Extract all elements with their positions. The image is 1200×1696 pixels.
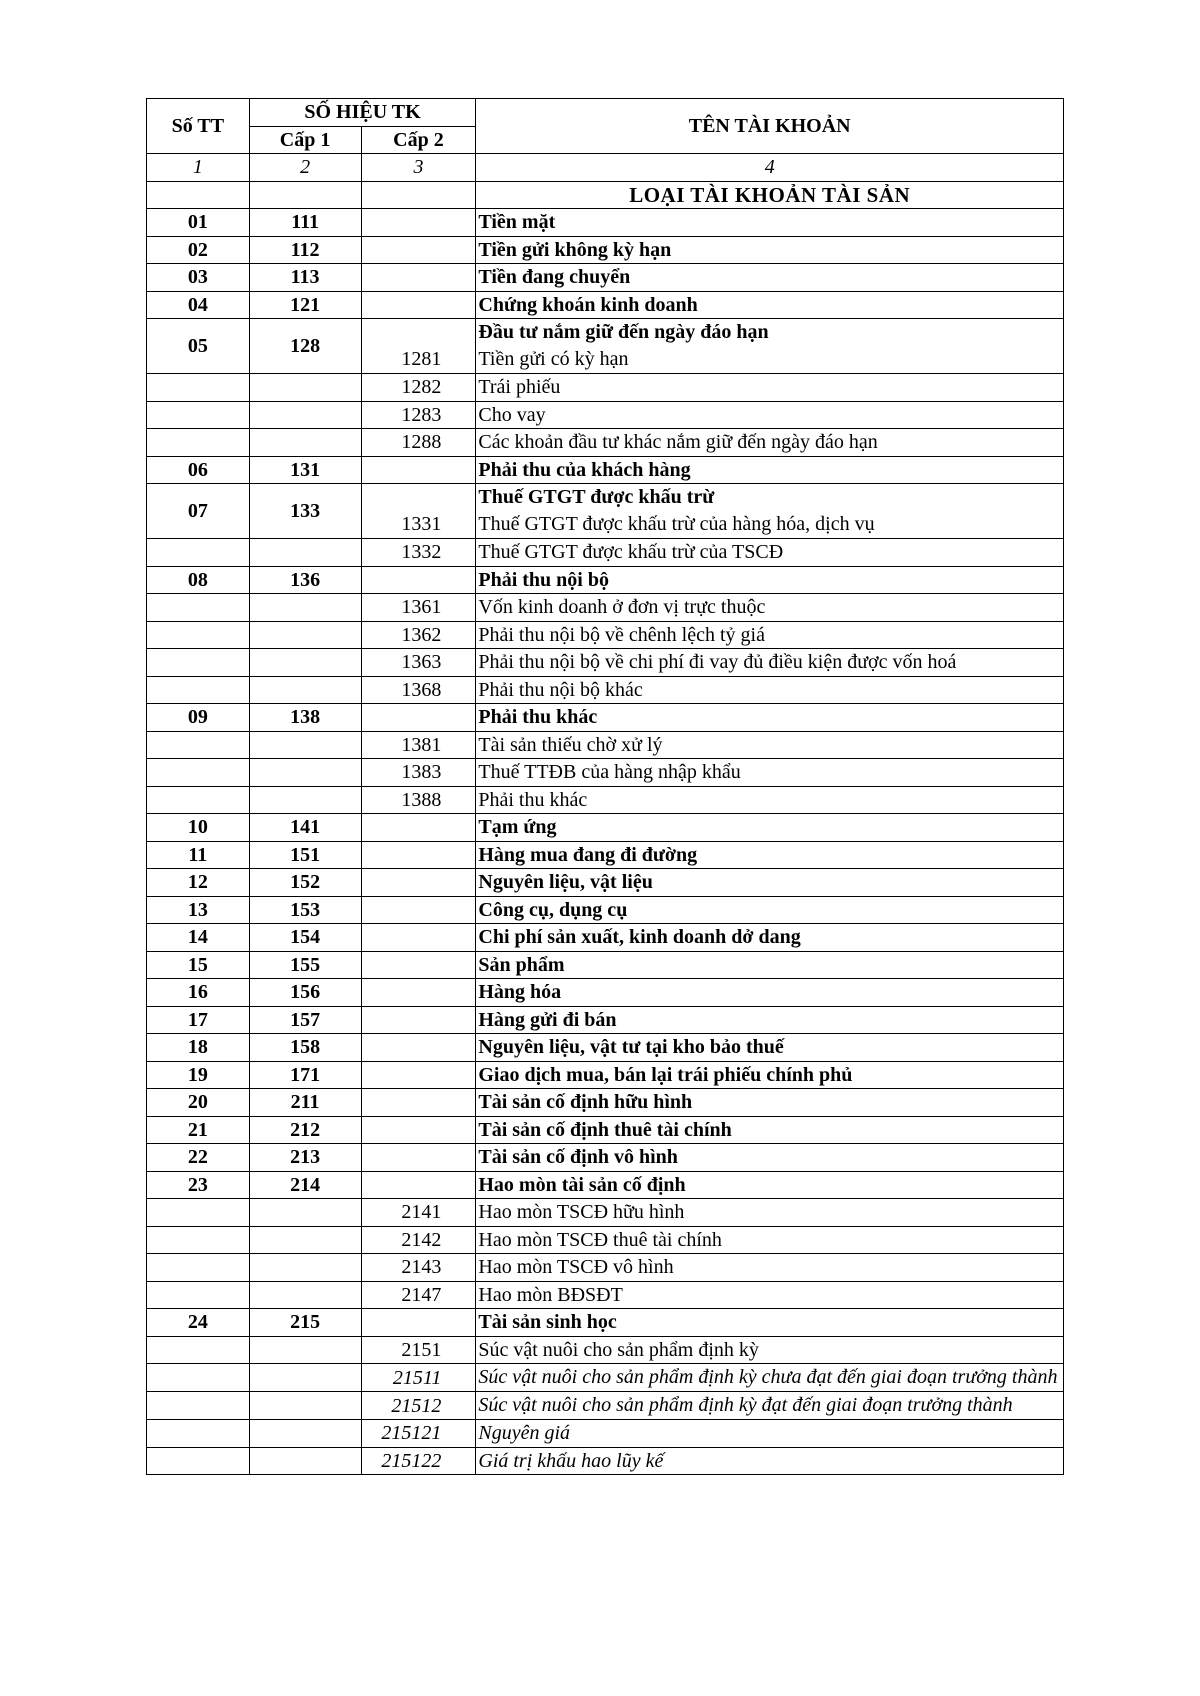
row-cap1	[249, 1199, 361, 1227]
row-account-name	[476, 484, 1064, 539]
row-cap1	[249, 1281, 361, 1309]
row-so-tt	[147, 731, 250, 759]
table-row	[147, 731, 1064, 759]
row-cap2	[361, 456, 476, 484]
row-cap1: 155	[249, 951, 361, 979]
account-table	[146, 98, 1064, 1475]
row-cap1: 213	[249, 1144, 361, 1172]
row-so-tt: 18	[147, 1034, 250, 1062]
row-so-tt: 03	[147, 264, 250, 292]
row-cap2: 1331	[361, 484, 476, 539]
row-account-name: Hao mòn tài sản cố định	[476, 1171, 1064, 1199]
row-so-tt: 20	[147, 1089, 250, 1117]
row-cap1: 211	[249, 1089, 361, 1117]
table-row	[147, 759, 1064, 787]
row-so-tt: 10	[147, 814, 250, 842]
table-row	[147, 1281, 1064, 1309]
row-so-tt	[147, 1254, 250, 1282]
row-cap2	[361, 1171, 476, 1199]
row-cap2	[361, 566, 476, 594]
row-cap2	[361, 1089, 476, 1117]
row-cap2: 1383	[361, 759, 476, 787]
row-so-tt: 09	[147, 704, 250, 732]
row-so-tt	[147, 594, 250, 622]
row-so-tt: 16	[147, 979, 250, 1007]
row-cap1	[249, 731, 361, 759]
row-account-name: Chi phí sản xuất, kinh doanh dở dang	[476, 924, 1064, 952]
row-cap1	[249, 676, 361, 704]
row-so-tt	[147, 621, 250, 649]
row-cap1: 212	[249, 1116, 361, 1144]
row-cap1: 111	[249, 209, 361, 237]
row-cap1: 215	[249, 1309, 361, 1337]
row-cap2	[361, 951, 476, 979]
row-so-tt	[147, 401, 250, 429]
row-account-name: Nguyên liệu, vật liệu	[476, 869, 1064, 897]
row-account-name: Hàng gửi đi bán	[476, 1006, 1064, 1034]
table-row	[147, 1226, 1064, 1254]
table-row	[147, 979, 1064, 1007]
table-row	[147, 594, 1064, 622]
row-cap1: 112	[249, 236, 361, 264]
row-account-name-text: Súc vật nuôi cho sản phẩm định kỳ chưa đạt đến giai đoạn trưởng thành	[478, 1366, 1058, 1388]
header-cap1: Cấp 1	[249, 126, 361, 154]
row-cap2	[361, 1006, 476, 1034]
table-row	[147, 896, 1064, 924]
row-cap2: 2141	[361, 1199, 476, 1227]
table-row	[147, 264, 1064, 292]
table-row	[147, 1336, 1064, 1364]
row-cap2	[361, 264, 476, 292]
row-account-name: Vốn kinh doanh ở đơn vị trực thuộc	[476, 594, 1064, 622]
row-cap1	[249, 1254, 361, 1282]
row-cap1: 152	[249, 869, 361, 897]
row-account-name: Phải thu nội bộ khác	[476, 676, 1064, 704]
row-so-tt	[147, 1336, 250, 1364]
table-row	[147, 319, 1064, 374]
row-so-tt: 17	[147, 1006, 250, 1034]
row-cap1: 121	[249, 291, 361, 319]
row-so-tt: 11	[147, 841, 250, 869]
row-cap1	[249, 649, 361, 677]
table-row	[147, 291, 1064, 319]
table-row	[147, 1006, 1064, 1034]
row-account-name: Phải thu nội bộ	[476, 566, 1064, 594]
row-cap2: 215122	[361, 1447, 476, 1475]
row-cap2: 1362	[361, 621, 476, 649]
row-account-name: Nguyên giá	[476, 1420, 1064, 1448]
row-cap2: 1283	[361, 401, 476, 429]
row-so-tt: 19	[147, 1061, 250, 1089]
row-cap1: 158	[249, 1034, 361, 1062]
row-cap1: 154	[249, 924, 361, 952]
row-cap1	[249, 539, 361, 567]
table-row	[147, 1420, 1064, 1448]
row-cap1: 214	[249, 1171, 361, 1199]
table-row	[147, 456, 1064, 484]
row-so-tt	[147, 1420, 250, 1448]
row-account-name: Hàng hóa	[476, 979, 1064, 1007]
row-so-tt: 13	[147, 896, 250, 924]
row-account-name: Tài sản sinh học	[476, 1309, 1064, 1337]
row-cap2: 2151	[361, 1336, 476, 1364]
row-cap2	[361, 1309, 476, 1337]
row-account-name: Tài sản thiếu chờ xử lý	[476, 731, 1064, 759]
header-num-1: 1	[147, 154, 250, 182]
table-row	[147, 1309, 1064, 1337]
row-account-name: Hao mòn TSCĐ vô hình	[476, 1254, 1064, 1282]
header-cap2: Cấp 2	[361, 126, 476, 154]
row-account-name: Phải thu nội bộ về chi phí đi vay đủ điều kiện được vốn hoá	[476, 649, 1064, 677]
table-row	[147, 869, 1064, 897]
row-cap2: 2143	[361, 1254, 476, 1282]
row-account-name-child: Thuế GTGT được khấu trừ của hàng hóa, dịch vụ	[478, 513, 875, 535]
row-cap2	[361, 1116, 476, 1144]
row-cap1: 136	[249, 566, 361, 594]
row-cap2	[361, 1061, 476, 1089]
row-so-tt: 14	[147, 924, 250, 952]
row-so-tt	[147, 539, 250, 567]
row-cap1: 171	[249, 1061, 361, 1089]
row-so-tt: 12	[147, 869, 250, 897]
row-account-name: Súc vật nuôi cho sản phẩm định kỳ	[476, 1336, 1064, 1364]
section-title: LOẠI TÀI KHOẢN TÀI SẢN	[476, 181, 1064, 209]
row-account-name: Giao dịch mua, bán lại trái phiếu chính phủ	[476, 1061, 1064, 1089]
row-account-name: Chứng khoán kinh doanh	[476, 291, 1064, 319]
table-row	[147, 704, 1064, 732]
row-account-name: Hao mòn TSCĐ hữu hình	[476, 1199, 1064, 1227]
row-cap2	[361, 291, 476, 319]
row-account-name: Trái phiếu	[476, 374, 1064, 402]
row-cap2: 1361	[361, 594, 476, 622]
row-account-name: Phải thu khác	[476, 704, 1064, 732]
table-row	[147, 1061, 1064, 1089]
row-cap1	[249, 594, 361, 622]
row-account-name-parent: Thuế GTGT được khấu trừ	[478, 486, 715, 508]
row-so-tt	[147, 676, 250, 704]
row-cap1	[249, 1226, 361, 1254]
table-row	[147, 951, 1064, 979]
row-account-name: Nguyên liệu, vật tư tại kho bảo thuế	[476, 1034, 1064, 1062]
row-cap1: 153	[249, 896, 361, 924]
row-so-tt: 21	[147, 1116, 250, 1144]
row-cap2	[361, 979, 476, 1007]
table-row	[147, 539, 1064, 567]
row-account-name: Tài sản cố định thuê tài chính	[476, 1116, 1064, 1144]
table-row	[147, 814, 1064, 842]
row-account-name	[476, 1364, 1064, 1392]
row-cap1: 156	[249, 979, 361, 1007]
row-so-tt: 24	[147, 1309, 250, 1337]
row-account-name: Cho vay	[476, 401, 1064, 429]
section-row	[147, 181, 1064, 209]
row-cap1: 131	[249, 456, 361, 484]
table-row	[147, 786, 1064, 814]
row-account-name: Công cụ, dụng cụ	[476, 896, 1064, 924]
row-so-tt: 15	[147, 951, 250, 979]
table-row	[147, 649, 1064, 677]
row-account-name: Hàng mua đang đi đường	[476, 841, 1064, 869]
row-cap1	[249, 429, 361, 457]
row-cap2: 1381	[361, 731, 476, 759]
row-cap2: 1282	[361, 374, 476, 402]
header-num-2: 2	[249, 154, 361, 182]
row-cap2	[361, 209, 476, 237]
table-row	[147, 236, 1064, 264]
row-so-tt: 01	[147, 209, 250, 237]
header-number-row	[147, 154, 1064, 182]
row-cap2: 1332	[361, 539, 476, 567]
row-so-tt	[147, 1281, 250, 1309]
row-so-tt	[147, 1199, 250, 1227]
row-cap2	[361, 896, 476, 924]
row-cap1: 141	[249, 814, 361, 842]
row-account-name: Sản phẩm	[476, 951, 1064, 979]
row-account-name	[476, 319, 1064, 374]
table-row	[147, 1254, 1064, 1282]
row-account-name: Hao mòn TSCĐ thuê tài chính	[476, 1226, 1064, 1254]
row-cap2: 2147	[361, 1281, 476, 1309]
section-empty-cell	[361, 181, 476, 209]
row-cap1	[249, 1364, 361, 1392]
row-cap2: 21511	[361, 1364, 476, 1392]
row-cap1	[249, 786, 361, 814]
row-so-tt	[147, 429, 250, 457]
row-account-name: Phải thu nội bộ về chênh lệch tỷ giá	[476, 621, 1064, 649]
row-cap2: 1281	[361, 319, 476, 374]
row-account-name-parent: Đầu tư nắm giữ đến ngày đáo hạn	[478, 321, 769, 343]
table-row	[147, 1034, 1064, 1062]
account-table-body	[147, 99, 1064, 1475]
row-cap1: 128	[249, 319, 361, 374]
row-so-tt	[147, 1364, 250, 1392]
table-row	[147, 1392, 1064, 1420]
table-row	[147, 209, 1064, 237]
row-account-name: Thuế GTGT được khấu trừ của TSCĐ	[476, 539, 1064, 567]
row-cap2	[361, 1144, 476, 1172]
table-row	[147, 484, 1064, 539]
row-cap1	[249, 759, 361, 787]
table-row	[147, 924, 1064, 952]
section-empty-cell	[147, 181, 250, 209]
row-cap2	[361, 814, 476, 842]
table-row	[147, 676, 1064, 704]
table-row	[147, 429, 1064, 457]
row-cap2	[361, 236, 476, 264]
table-row	[147, 621, 1064, 649]
row-account-name: Tiền đang chuyển	[476, 264, 1064, 292]
row-cap1: 151	[249, 841, 361, 869]
row-account-name-child: Tiền gửi có kỳ hạn	[478, 348, 629, 370]
row-cap2: 1368	[361, 676, 476, 704]
row-so-tt	[147, 1392, 250, 1420]
table-row	[147, 374, 1064, 402]
row-so-tt: 08	[147, 566, 250, 594]
row-cap1	[249, 1447, 361, 1475]
row-cap2	[361, 704, 476, 732]
row-cap1	[249, 374, 361, 402]
row-account-name: Tạm ứng	[476, 814, 1064, 842]
row-account-name: Phải thu của khách hàng	[476, 456, 1064, 484]
row-cap1: 157	[249, 1006, 361, 1034]
row-so-tt	[147, 649, 250, 677]
row-account-name-text: Súc vật nuôi cho sản phẩm định kỳ đạt đến giai đoạn trưởng thành	[478, 1394, 1013, 1416]
header-so-tt: Số TT	[147, 99, 250, 154]
row-so-tt: 02	[147, 236, 250, 264]
row-so-tt	[147, 374, 250, 402]
row-account-name: Hao mòn BĐSĐT	[476, 1281, 1064, 1309]
row-cap1: 133	[249, 484, 361, 539]
row-so-tt: 23	[147, 1171, 250, 1199]
row-so-tt: 22	[147, 1144, 250, 1172]
row-account-name: Thuế TTĐB của hàng nhập khẩu	[476, 759, 1064, 787]
row-so-tt	[147, 759, 250, 787]
row-cap2: 1363	[361, 649, 476, 677]
header-row-1	[147, 99, 1064, 127]
row-account-name: Tiền mặt	[476, 209, 1064, 237]
row-account-name: Tiền gửi không kỳ hạn	[476, 236, 1064, 264]
row-account-name: Tài sản cố định hữu hình	[476, 1089, 1064, 1117]
account-table-sheet	[146, 98, 1064, 1475]
row-cap1: 113	[249, 264, 361, 292]
row-cap1	[249, 1420, 361, 1448]
header-so-hieu-tk: SỐ HIỆU TK	[249, 99, 476, 127]
header-num-3: 3	[361, 154, 476, 182]
row-cap2	[361, 1034, 476, 1062]
row-cap2: 215121	[361, 1420, 476, 1448]
header-ten-tai-khoan: TÊN TÀI KHOẢN	[476, 99, 1064, 154]
row-account-name: Phải thu khác	[476, 786, 1064, 814]
row-cap1: 138	[249, 704, 361, 732]
table-row	[147, 1447, 1064, 1475]
row-account-name	[476, 1392, 1064, 1420]
row-cap1	[249, 621, 361, 649]
row-so-tt	[147, 786, 250, 814]
row-cap2: 1288	[361, 429, 476, 457]
row-so-tt: 05	[147, 319, 250, 374]
table-row	[147, 1089, 1064, 1117]
row-so-tt: 06	[147, 456, 250, 484]
row-cap2: 1388	[361, 786, 476, 814]
table-row	[147, 841, 1064, 869]
table-row	[147, 1199, 1064, 1227]
row-so-tt	[147, 1226, 250, 1254]
row-cap2	[361, 869, 476, 897]
row-so-tt	[147, 1447, 250, 1475]
table-row	[147, 566, 1064, 594]
row-account-name: Các khoản đầu tư khác nắm giữ đến ngày đáo hạn	[476, 429, 1064, 457]
row-cap2: 21512	[361, 1392, 476, 1420]
row-cap2: 2142	[361, 1226, 476, 1254]
row-cap2	[361, 924, 476, 952]
table-row	[147, 1116, 1064, 1144]
table-row	[147, 1171, 1064, 1199]
section-empty-cell	[249, 181, 361, 209]
row-account-name: Tài sản cố định vô hình	[476, 1144, 1064, 1172]
table-row	[147, 1144, 1064, 1172]
row-cap1	[249, 401, 361, 429]
row-account-name: Giá trị khấu hao lũy kế	[476, 1447, 1064, 1475]
table-row	[147, 401, 1064, 429]
row-cap1	[249, 1392, 361, 1420]
row-cap1	[249, 1336, 361, 1364]
table-row	[147, 1364, 1064, 1392]
row-so-tt: 04	[147, 291, 250, 319]
header-num-4: 4	[476, 154, 1064, 182]
row-cap2	[361, 841, 476, 869]
row-so-tt: 07	[147, 484, 250, 539]
